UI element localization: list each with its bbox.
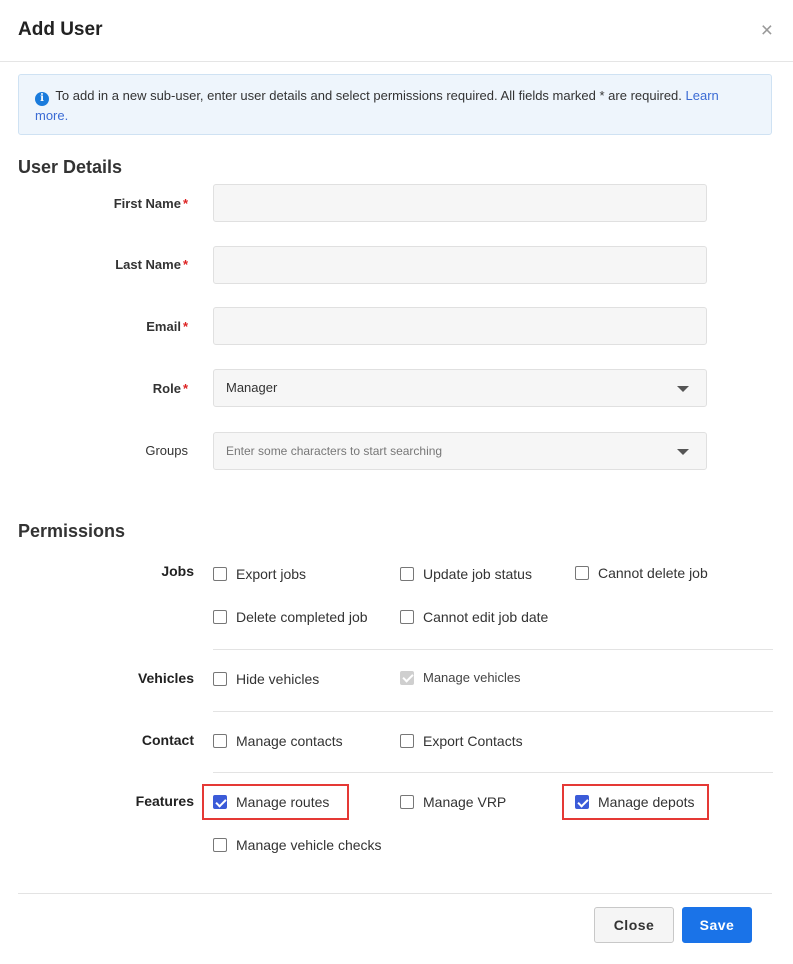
groups-select[interactable] bbox=[213, 432, 707, 470]
features-label: Features bbox=[135, 793, 194, 809]
learn-more-link[interactable]: Learn more. bbox=[35, 88, 719, 123]
role-select[interactable] bbox=[213, 369, 707, 407]
checkbox-icon bbox=[400, 567, 414, 581]
delete-completed-job-checkbox[interactable]: Delete completed job bbox=[213, 609, 368, 625]
cannot-delete-job-checkbox[interactable]: Cannot delete job bbox=[575, 565, 708, 581]
hide-vehicles-checkbox[interactable]: Hide vehicles bbox=[213, 671, 319, 687]
permissions-heading: Permissions bbox=[18, 521, 126, 541]
groups-placeholder: Enter some characters to start searching bbox=[226, 444, 443, 458]
dialog-title: Add User bbox=[18, 19, 103, 40]
role-value: Manager bbox=[226, 380, 278, 395]
checkbox-icon bbox=[213, 734, 227, 748]
vehicles-label: Vehicles bbox=[137, 670, 194, 686]
checkbox-checked-icon bbox=[213, 795, 227, 809]
contact-label: Contact bbox=[141, 732, 194, 748]
checkbox-icon bbox=[213, 838, 227, 852]
last-name-input[interactable] bbox=[213, 246, 707, 284]
checkbox-icon bbox=[400, 610, 414, 624]
email-label: Email * bbox=[146, 319, 188, 334]
checkbox-icon bbox=[213, 672, 227, 686]
export-jobs-checkbox[interactable]: Export jobs bbox=[213, 566, 306, 582]
info-banner bbox=[18, 74, 772, 135]
manage-contacts-checkbox[interactable]: Manage contacts bbox=[213, 733, 343, 749]
update-job-status-checkbox[interactable]: Update job status bbox=[400, 566, 532, 582]
checkbox-icon bbox=[400, 795, 414, 809]
divider bbox=[213, 711, 773, 712]
jobs-label: Jobs bbox=[161, 563, 194, 579]
role-label: Role * bbox=[152, 381, 188, 396]
close-icon[interactable]: × bbox=[760, 19, 773, 42]
manage-vehicles-checkbox: Manage vehicles bbox=[400, 670, 521, 685]
checkbox-checked-disabled-icon bbox=[400, 671, 414, 685]
groups-label: Groups bbox=[145, 443, 188, 458]
checkbox-icon bbox=[400, 734, 414, 748]
footer-divider bbox=[18, 893, 772, 894]
email-input[interactable] bbox=[213, 307, 707, 345]
manage-routes-checkbox[interactable]: Manage routes bbox=[213, 794, 329, 810]
cannot-edit-job-date-checkbox[interactable]: Cannot edit job date bbox=[400, 609, 548, 625]
info-text: To add in a new sub-user, enter user details and select permissions required. All fields marked * are required. bbox=[55, 88, 682, 103]
info-icon: i bbox=[35, 92, 49, 106]
checkbox-checked-icon bbox=[575, 795, 589, 809]
dialog-header bbox=[0, 0, 793, 62]
close-button[interactable]: Close bbox=[594, 907, 674, 943]
manage-depots-checkbox[interactable]: Manage depots bbox=[575, 794, 695, 810]
divider bbox=[213, 649, 773, 650]
last-name-label: Last Name * bbox=[115, 257, 188, 272]
first-name-input[interactable] bbox=[213, 184, 707, 222]
checkbox-icon bbox=[213, 610, 227, 624]
first-name-label: First Name * bbox=[113, 196, 188, 211]
divider bbox=[213, 772, 773, 773]
checkbox-icon bbox=[575, 566, 589, 580]
manage-vrp-checkbox[interactable]: Manage VRP bbox=[400, 794, 506, 810]
save-button[interactable]: Save bbox=[682, 907, 752, 943]
checkbox-icon bbox=[213, 567, 227, 581]
export-contacts-checkbox[interactable]: Export Contacts bbox=[400, 733, 523, 749]
user-details-heading: User Details bbox=[18, 157, 123, 177]
manage-vehicle-checks-checkbox[interactable]: Manage vehicle checks bbox=[213, 837, 382, 853]
